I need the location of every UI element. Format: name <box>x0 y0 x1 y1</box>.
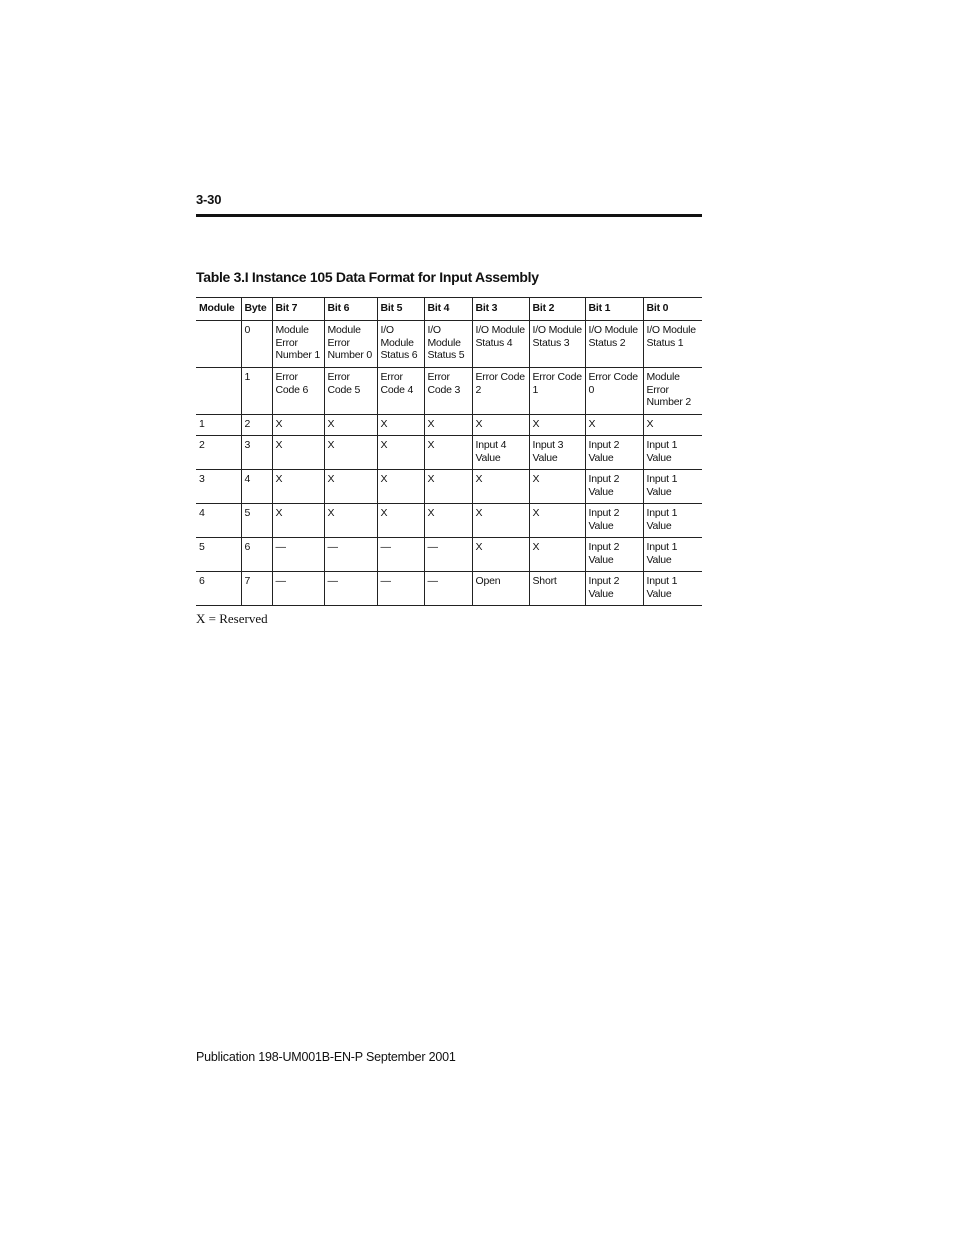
table-cell: X <box>643 415 702 436</box>
table-cell: I/O Module Status 2 <box>585 321 643 368</box>
table-cell: — <box>424 538 472 572</box>
table-cell: 0 <box>241 321 272 368</box>
table-cell: 2 <box>241 415 272 436</box>
table-cell: Input 2 Value <box>585 470 643 504</box>
table-cell: Error Code 3 <box>424 368 472 415</box>
table-cell: X <box>472 504 529 538</box>
column-header: Byte <box>241 298 272 321</box>
table-row <box>196 321 702 368</box>
table-cell: Error Code 2 <box>472 368 529 415</box>
table-cell: 6 <box>241 538 272 572</box>
table-cell: Error Code 1 <box>529 368 585 415</box>
table-cell: Input 2 Value <box>585 572 643 606</box>
column-header: Bit 7 <box>272 298 324 321</box>
column-header: Bit 6 <box>324 298 377 321</box>
table-cell: Error Code 5 <box>324 368 377 415</box>
table-cell: 3 <box>241 436 272 470</box>
table-cell: Error Code 0 <box>585 368 643 415</box>
table-cell: Input 1 Value <box>643 572 702 606</box>
table-cell: 1 <box>241 368 272 415</box>
table-row <box>196 368 702 415</box>
table-cell: Input 1 Value <box>643 538 702 572</box>
table-cell: — <box>324 538 377 572</box>
table-cell: X <box>324 415 377 436</box>
table-cell: X <box>472 538 529 572</box>
table-cell: Input 2 Value <box>585 504 643 538</box>
table-cell: I/O Module Status 6 <box>377 321 424 368</box>
table-cell: 1 <box>196 415 241 436</box>
table-cell: X <box>424 504 472 538</box>
table-cell: 4 <box>241 470 272 504</box>
table-cell: 5 <box>196 538 241 572</box>
table-cell: Input 1 Value <box>643 470 702 504</box>
table-row <box>196 470 702 504</box>
table-cell: Module Error Number 2 <box>643 368 702 415</box>
table-cell: Input 4 Value <box>472 436 529 470</box>
table-cell: I/O Module Status 4 <box>472 321 529 368</box>
table-cell: X <box>272 470 324 504</box>
table-cell: Input 1 Value <box>643 436 702 470</box>
table-cell: Input 2 Value <box>585 436 643 470</box>
page-number: 3-30 <box>196 192 222 207</box>
table-cell: 5 <box>241 504 272 538</box>
table-caption: Table 3.I Instance 105 Data Format for Input Assembly <box>196 269 539 285</box>
table-cell: Module Error Number 1 <box>272 321 324 368</box>
table-cell: I/O Module Status 5 <box>424 321 472 368</box>
table-cell: I/O Module Status 1 <box>643 321 702 368</box>
table-cell: I/O Module Status 3 <box>529 321 585 368</box>
table-row <box>196 572 702 606</box>
column-header: Bit 5 <box>377 298 424 321</box>
table-cell: — <box>272 572 324 606</box>
header-rule <box>196 214 702 217</box>
table-cell: X <box>529 470 585 504</box>
column-header: Bit 1 <box>585 298 643 321</box>
table-cell: — <box>424 572 472 606</box>
table-cell: — <box>272 538 324 572</box>
table-cell: 7 <box>241 572 272 606</box>
table-cell: X <box>377 470 424 504</box>
table-cell: — <box>377 538 424 572</box>
table-cell: X <box>272 415 324 436</box>
table-cell: Input 1 Value <box>643 504 702 538</box>
table-cell: X <box>529 415 585 436</box>
table-cell: X <box>472 470 529 504</box>
table-cell: X <box>272 436 324 470</box>
table-cell: — <box>324 572 377 606</box>
table-cell: 3 <box>196 470 241 504</box>
table-row <box>196 538 702 572</box>
table-cell: X <box>424 436 472 470</box>
column-header: Module <box>196 298 241 321</box>
table-cell <box>196 321 241 368</box>
table-cell: X <box>272 504 324 538</box>
table-cell: — <box>377 572 424 606</box>
table-cell: X <box>377 436 424 470</box>
table-cell: Input 3 Value <box>529 436 585 470</box>
table-cell: X <box>529 504 585 538</box>
table-row <box>196 436 702 470</box>
table-cell: X <box>377 504 424 538</box>
table-cell: Error Code 6 <box>272 368 324 415</box>
table-cell: X <box>324 470 377 504</box>
table-cell: X <box>424 470 472 504</box>
table-cell: 2 <box>196 436 241 470</box>
table-header-row <box>196 298 702 321</box>
column-header: Bit 2 <box>529 298 585 321</box>
table-cell: Error Code 4 <box>377 368 424 415</box>
table-cell: 6 <box>196 572 241 606</box>
table-cell: X <box>324 436 377 470</box>
column-header: Bit 3 <box>472 298 529 321</box>
column-header: Bit 4 <box>424 298 472 321</box>
data-format-table <box>196 297 702 606</box>
column-header: Bit 0 <box>643 298 702 321</box>
table-cell <box>196 368 241 415</box>
table-cell: X <box>529 538 585 572</box>
table-cell: Input 2 Value <box>585 538 643 572</box>
table-footnote: X = Reserved <box>196 611 268 626</box>
table-cell: X <box>472 415 529 436</box>
table-cell: Open <box>472 572 529 606</box>
table-row <box>196 415 702 436</box>
table-cell: Short <box>529 572 585 606</box>
table-cell: X <box>585 415 643 436</box>
table-row <box>196 504 702 538</box>
table-cell: X <box>424 415 472 436</box>
table-cell: Module Error Number 0 <box>324 321 377 368</box>
table-cell: X <box>324 504 377 538</box>
publication-footer: Publication 198-UM001B-EN-P September 2001 <box>196 1050 456 1064</box>
table-cell: 4 <box>196 504 241 538</box>
table-cell: X <box>377 415 424 436</box>
